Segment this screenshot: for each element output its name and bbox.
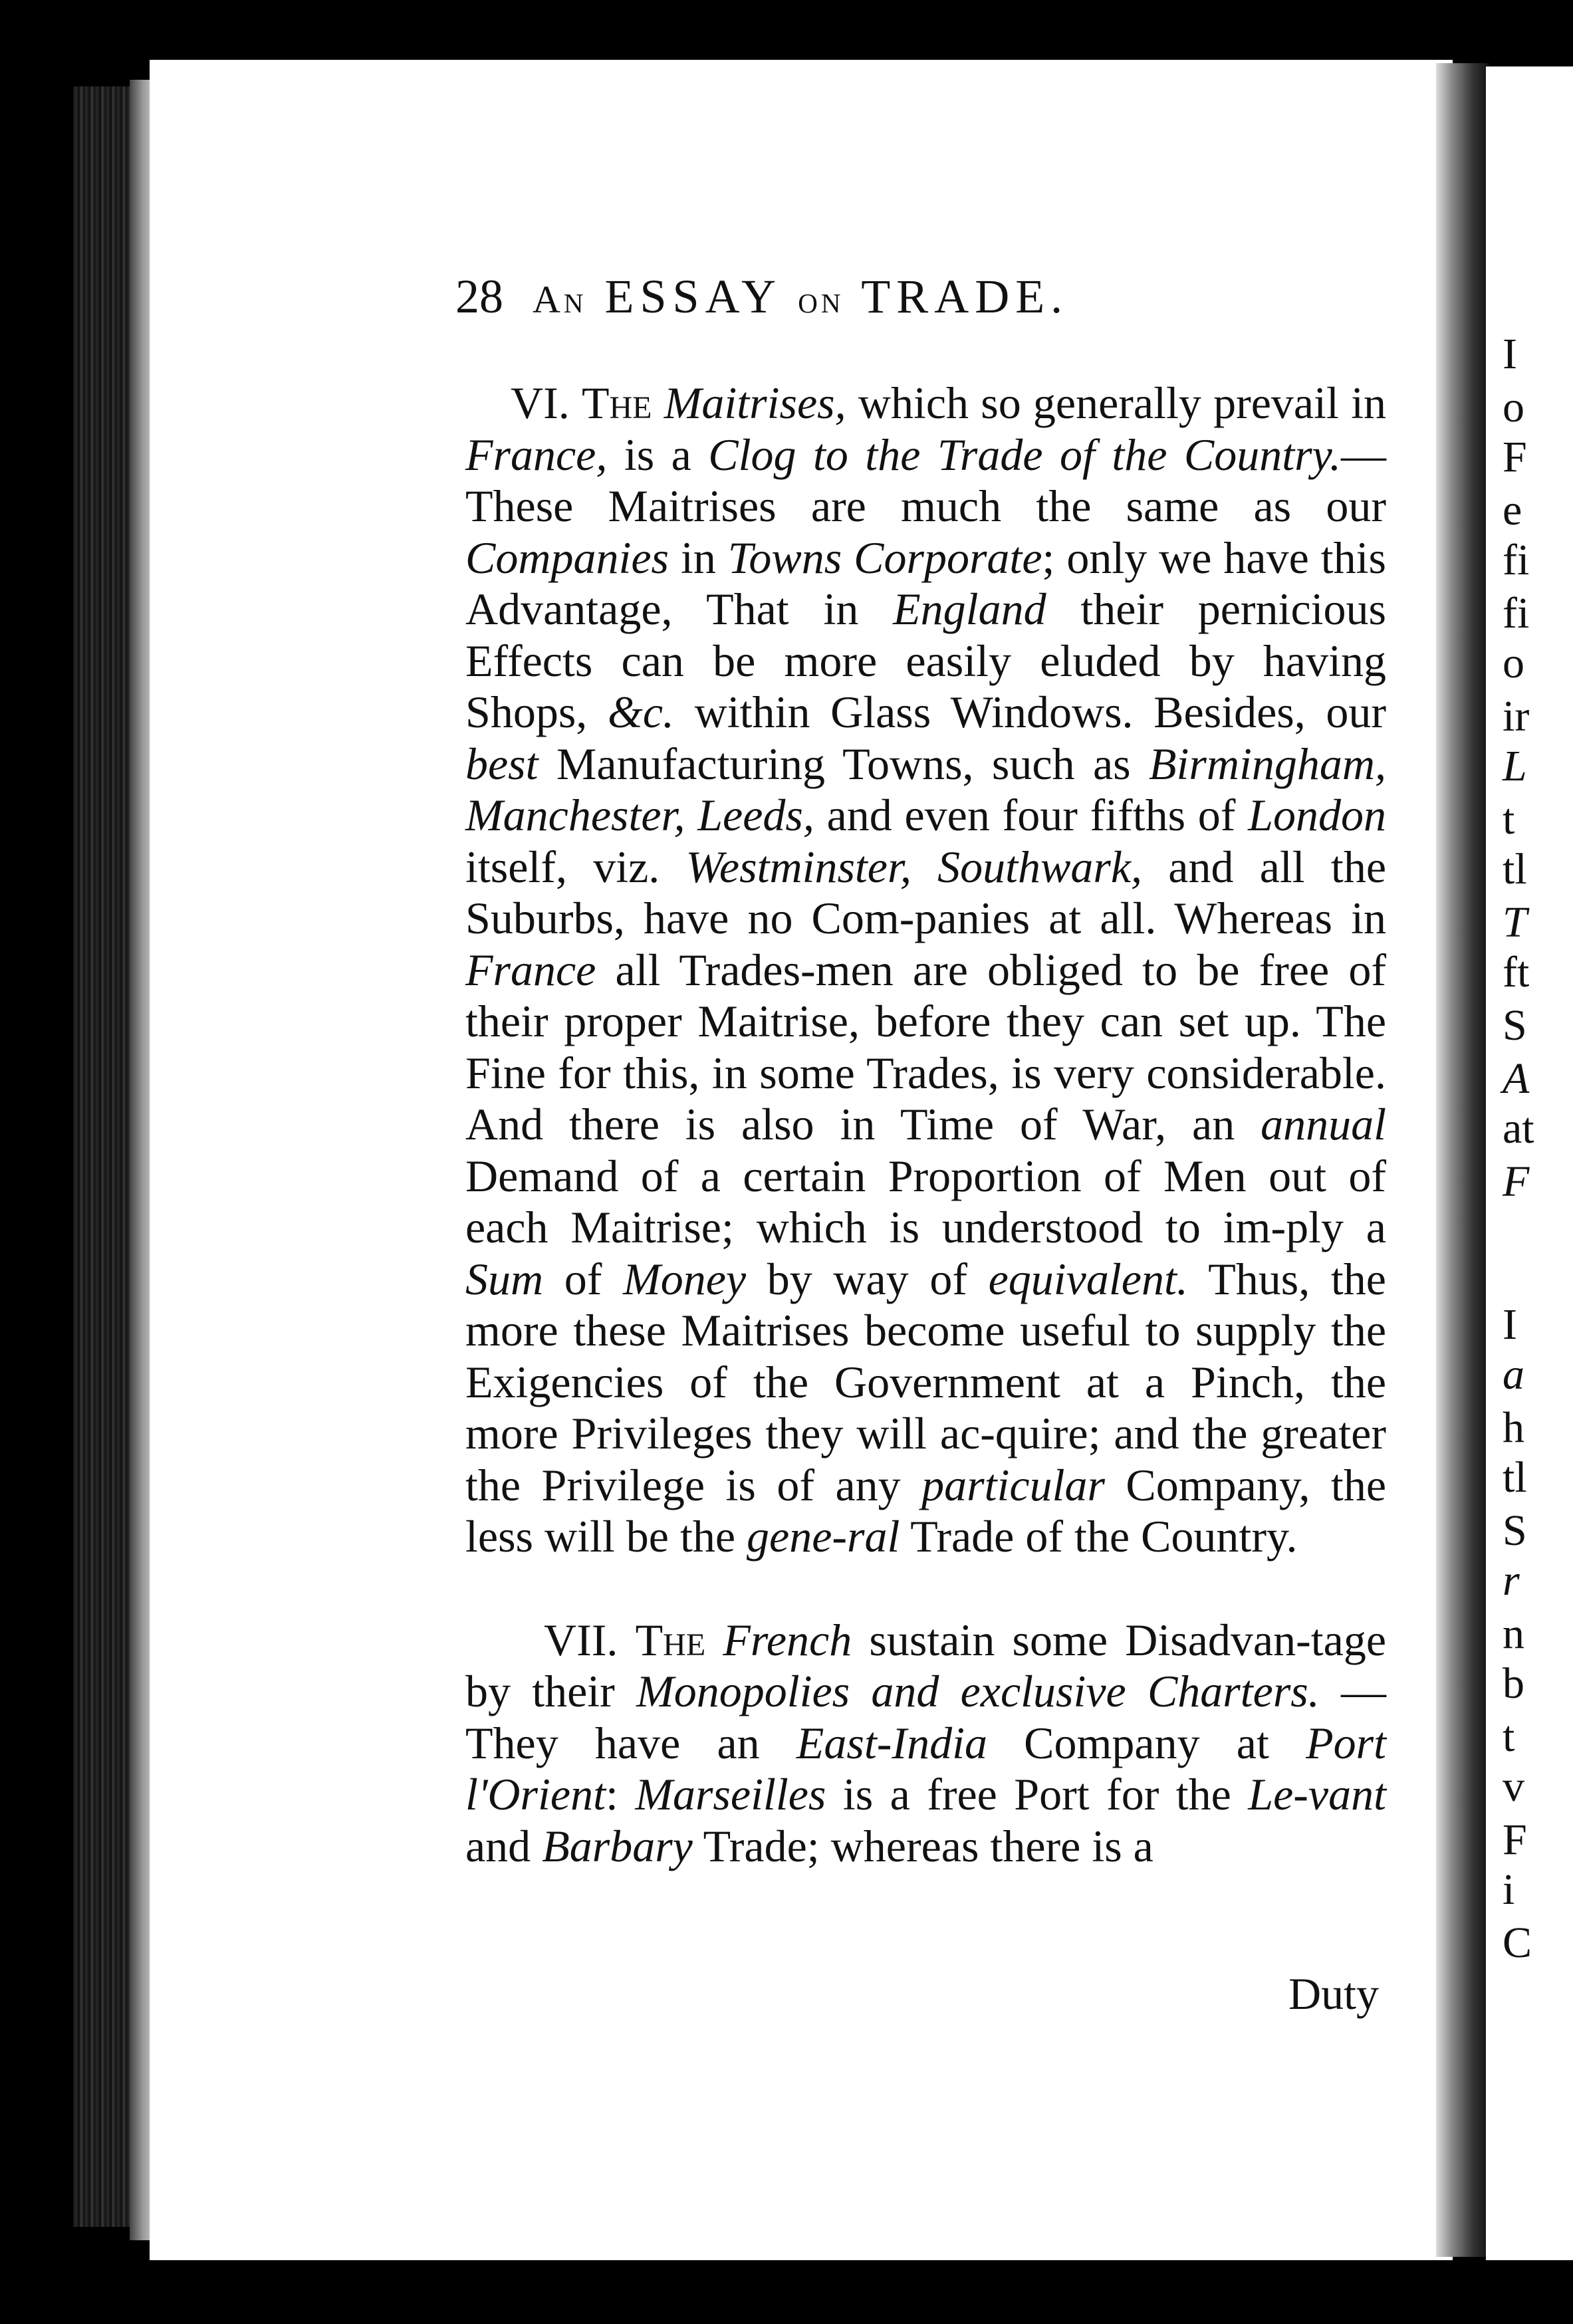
facing-fragment: e (1503, 486, 1522, 534)
text-run: and even four fifths of (814, 790, 1249, 840)
text-run: France, (465, 429, 608, 480)
text-run: Thus, the more these Maitrises become useful to supply the Exigencies of the Government at a Pinch, the more Privileges they will ac-quire; and the greater the Privilege is of any (465, 1253, 1386, 1510)
title-join: on (798, 278, 844, 321)
facing-fragment: A (1503, 1054, 1530, 1103)
facing-fragment: L (1503, 742, 1527, 790)
facing-fragment: a (1503, 1350, 1524, 1399)
text-run: which so generally prevail in (846, 378, 1387, 428)
text-run: Le-vant (1248, 1769, 1386, 1819)
facing-fragment: T (1503, 898, 1527, 947)
paragraph-vii (465, 1615, 1386, 1873)
text-run: Manufacturing Towns, such as (538, 738, 1149, 789)
facing-fragment: o (1503, 383, 1524, 431)
text-run: —These Maitrises are much the same as our (465, 429, 1386, 531)
section-number: VII. (544, 1614, 618, 1665)
facing-fragment: S (1503, 1001, 1527, 1050)
text-run: in (669, 532, 728, 583)
text-run: Sum (465, 1253, 544, 1304)
facing-fragment: v (1503, 1762, 1524, 1811)
facing-fragment: b (1503, 1659, 1524, 1708)
text-run: Clog to the Trade of the Country. (708, 429, 1341, 480)
text-run: Money (623, 1253, 747, 1304)
gutter-shadow (1436, 63, 1489, 2257)
running-title (533, 270, 1068, 323)
text-run: &c. (607, 687, 675, 737)
body-text (465, 378, 1386, 1872)
text-run: and all the Suburbs, have no Com-panies at all. Whereas in (465, 841, 1386, 943)
text-run: Marseilles (635, 1769, 826, 1819)
text-run: Company, the less will be the (465, 1459, 1386, 1562)
facing-fragment: ft (1503, 948, 1530, 996)
text-run: annual (1261, 1099, 1386, 1149)
text-run: Towns Corporate (727, 532, 1042, 583)
text-run: and (465, 1820, 543, 1871)
facing-fragment: n (1503, 1609, 1524, 1658)
facing-fragment: F (1503, 433, 1527, 481)
text-run: by way of (746, 1253, 989, 1304)
text-run: equivalent. (988, 1253, 1188, 1304)
text-run: Companies (465, 532, 669, 583)
facing-fragment: I (1503, 330, 1517, 378)
text-run: particular (921, 1459, 1105, 1510)
text-run: within Glass Windows. Besides, our (674, 687, 1386, 737)
facing-fragment: t (1503, 795, 1515, 844)
facing-fragment: at (1503, 1104, 1534, 1153)
text-run: —They have an (465, 1666, 1386, 1768)
text-run: Trade of the Country. (900, 1511, 1298, 1562)
text-run: Birmingham, Manchester, Leeds, (465, 738, 1386, 840)
facing-fragment: tl (1503, 1453, 1527, 1502)
facing-fragment: t (1503, 1712, 1515, 1761)
text-run: of (543, 1253, 624, 1304)
facing-fragment: I (1503, 1300, 1517, 1349)
paragraph-vi (465, 378, 1386, 1563)
text-run: Demand of a certain Proportion of Men out of each Maitrise; which is understood to im-ply a (465, 1150, 1386, 1252)
running-head (455, 269, 1253, 336)
text-run: is a free Port for the (826, 1769, 1249, 1819)
catchword: Duty (1288, 1968, 1379, 2019)
text-run: Monopolies and exclusive Charters. (636, 1666, 1320, 1716)
text-run: : (605, 1769, 636, 1819)
text-run: Westminster, Southwark, (685, 841, 1143, 892)
facing-fragment: C (1503, 1918, 1532, 1967)
text-run: is a (607, 429, 709, 480)
text-run: East-India (796, 1717, 987, 1768)
facing-fragment: S (1503, 1506, 1527, 1555)
text-run: itself, viz. (465, 841, 686, 892)
text-run: best (465, 738, 539, 789)
text-run: all Trades-men are obliged to be free of their proper Maitrise, before they can set up. The Fine for this, in some Trades, is very considerable. And there is also in Time of War, an (465, 944, 1386, 1149)
text-run: London (1248, 790, 1386, 840)
text-run: England (893, 584, 1046, 634)
facing-fragment: i (1503, 1865, 1515, 1914)
facing-fragment: h (1503, 1403, 1524, 1452)
title-prefix: An (533, 278, 587, 321)
text-run: ; only we have this Advantage, That in (465, 532, 1386, 634)
text-run: sustain some Disadvan-tage by their (465, 1614, 1387, 1716)
facing-fragment: F (1503, 1815, 1527, 1864)
title-end: TRADE. (861, 270, 1069, 323)
title-main: ESSAY (604, 270, 781, 323)
facing-fragment: r (1503, 1556, 1520, 1605)
text-run: France (465, 944, 596, 995)
text-run: Barbary (542, 1820, 693, 1871)
text-run: Company at (987, 1717, 1306, 1768)
facing-fragment: tl (1503, 845, 1527, 893)
page-number: 28 (455, 270, 503, 323)
facing-fragment: ir (1503, 692, 1530, 741)
text-run: gene-ral (747, 1511, 900, 1562)
facing-fragment: F (1503, 1157, 1530, 1206)
text-run: Port l'Orient (465, 1717, 1386, 1819)
text-run: Maitrises, (664, 378, 846, 428)
text-run: Trade; whereas there is a (692, 1820, 1153, 1871)
section-number: VI. (511, 378, 570, 428)
text-run: French (723, 1614, 852, 1665)
lead-word: The (581, 378, 652, 428)
facing-fragment: fi (1503, 589, 1530, 638)
facing-fragment: fi (1503, 536, 1530, 584)
lead-word: The (635, 1614, 706, 1665)
text-run: their pernicious Effects can be more easily eluded by having Shops, (465, 584, 1386, 737)
facing-fragment: o (1503, 639, 1524, 687)
